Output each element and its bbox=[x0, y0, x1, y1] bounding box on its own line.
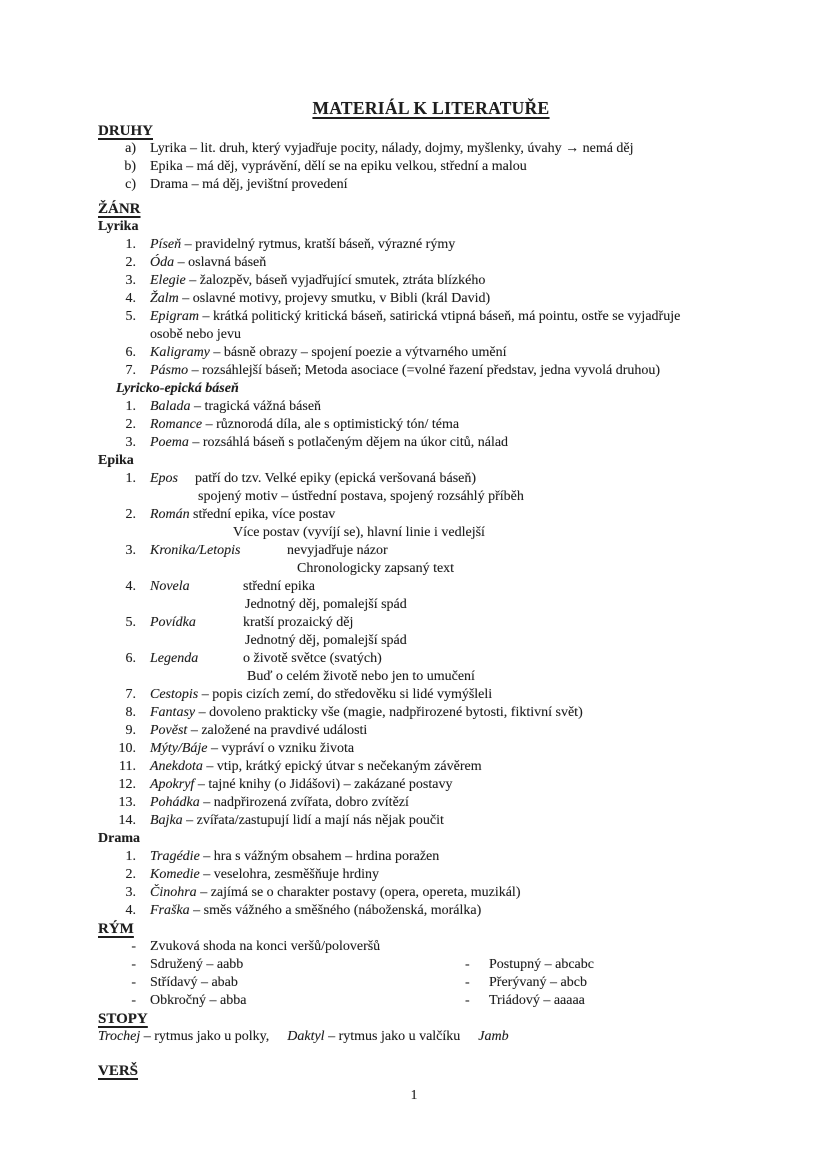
subheading-lyrika: Lyrika bbox=[98, 219, 139, 234]
genre-description: – veselohra, zesměšňuje hrdiny bbox=[199, 867, 379, 882]
list-marker: 5. bbox=[125, 309, 136, 324]
list-marker: b) bbox=[124, 159, 136, 174]
page-title-text: MATERIÁL K LITERATUŘE bbox=[312, 98, 550, 118]
section-heading-stopy bbox=[98, 1010, 764, 1028]
list-text bbox=[150, 398, 764, 416]
rhyme-row-content bbox=[150, 992, 764, 1010]
genre-description: střední epika bbox=[243, 579, 315, 594]
list-text bbox=[150, 650, 764, 686]
genre-description-continued: osobě nebo jevu bbox=[150, 327, 241, 342]
genre-term: Kaligramy bbox=[150, 345, 210, 360]
genre-term: Anekdota bbox=[150, 759, 203, 774]
genre-description: – zvířata/zastupují lidí a mají nás nějak poučit bbox=[182, 813, 444, 828]
list-item bbox=[98, 794, 764, 812]
list-marker: 14. bbox=[118, 813, 136, 828]
section-heading-rym bbox=[98, 920, 764, 938]
list-item bbox=[98, 938, 764, 956]
list-item bbox=[98, 704, 764, 722]
list-text bbox=[150, 470, 764, 506]
foot-description: – rytmus jako u valčíku bbox=[324, 1029, 461, 1044]
foot-term: Trochej bbox=[98, 1029, 141, 1044]
list-text bbox=[150, 362, 764, 380]
list-text bbox=[150, 272, 764, 290]
list-text bbox=[150, 884, 764, 902]
list-text bbox=[150, 686, 764, 704]
rhyme-left: Střídavý – abab bbox=[150, 975, 238, 990]
dash-bullet: - bbox=[465, 975, 470, 990]
list-item bbox=[98, 542, 764, 578]
list-item bbox=[98, 470, 764, 506]
list-marker: 3. bbox=[125, 543, 136, 558]
list-text bbox=[150, 704, 764, 722]
list-text bbox=[150, 542, 764, 578]
genre-description: nevyjadřuje názor bbox=[287, 543, 388, 558]
list-text bbox=[150, 902, 764, 920]
list-item bbox=[98, 158, 764, 176]
list-text bbox=[150, 344, 764, 362]
genre-term: Elegie bbox=[150, 273, 186, 288]
list-item bbox=[98, 614, 764, 650]
list-marker: 2. bbox=[125, 255, 136, 270]
subheading-lyricko-epicka: Lyricko-epická báseň bbox=[116, 381, 239, 396]
list-marker: 1. bbox=[125, 471, 136, 486]
dash-bullet: - bbox=[131, 939, 136, 954]
list-marker: 6. bbox=[125, 345, 136, 360]
genre-description-continued: Chronologicky zapsaný text bbox=[297, 561, 455, 576]
genre-description: – založené na pravdivé události bbox=[187, 723, 368, 738]
foot-term: Daktyl bbox=[287, 1029, 325, 1044]
list-text bbox=[150, 614, 764, 650]
list-item bbox=[98, 740, 764, 758]
subheading-drama: Drama bbox=[98, 831, 140, 846]
genre-term: Novela bbox=[150, 579, 190, 594]
genre-description-continued: Buď o celém životě nebo jen to umučení bbox=[247, 669, 475, 684]
rhyme-right: Postupný – abcabc bbox=[489, 957, 594, 972]
list-marker: 8. bbox=[125, 705, 136, 720]
page-title bbox=[98, 96, 764, 120]
list-text bbox=[150, 416, 764, 434]
list-text bbox=[150, 290, 764, 308]
list-marker: 6. bbox=[125, 651, 136, 666]
list-text bbox=[150, 578, 764, 614]
genre-description: – básně obrazy – spojení poezie a výtvarného umění bbox=[209, 345, 507, 360]
rhyme-right: Triádový – aaaaa bbox=[489, 993, 585, 1008]
genre-term: Román bbox=[150, 507, 190, 522]
genre-description: patří do tzv. Velké epiky (epická veršovaná báseň) bbox=[195, 471, 477, 486]
genre-term: Pohádka bbox=[150, 795, 200, 810]
page-number: 1 bbox=[410, 1087, 418, 1102]
genre-term: Tragédie bbox=[150, 849, 200, 864]
list-text bbox=[150, 254, 764, 272]
dash-bullet: - bbox=[131, 993, 136, 1008]
genre-term: Kronika/Letopis bbox=[150, 543, 241, 558]
list-text: Epika – má děj, vyprávění, dělí se na epiku velkou, střední a malou bbox=[150, 159, 527, 174]
genre-description: – tragická vážná báseň bbox=[190, 399, 322, 414]
section-heading-rym-text: RÝM bbox=[98, 921, 134, 937]
genre-description-continued: Více postav (vyvíjí se), hlavní linie i vedlejší bbox=[233, 525, 485, 540]
list-item bbox=[98, 506, 764, 542]
dash-bullet: - bbox=[131, 957, 136, 972]
list-marker: 1. bbox=[125, 399, 136, 414]
genre-description: – pravidelný rytmus, kratší báseň, výrazné rýmy bbox=[181, 237, 456, 252]
genre-description: – hra s vážným obsahem – hrdina poražen bbox=[199, 849, 440, 864]
rhyme-row bbox=[98, 956, 764, 974]
list-text bbox=[150, 236, 764, 254]
genre-description: – směs vážného a směšného (náboženská, morálka) bbox=[189, 903, 482, 918]
genre-description: – různorodá díla, ale s optimistický tón/ téma bbox=[202, 417, 460, 432]
list-text bbox=[150, 506, 764, 542]
spacer bbox=[98, 1046, 764, 1062]
list-marker: 7. bbox=[125, 687, 136, 702]
section-heading-druhy-text: DRUHY bbox=[98, 123, 153, 139]
genre-term: Činohra bbox=[150, 885, 197, 900]
genre-description: – popis cizích zemí, do středověku si lidé vymýšleli bbox=[198, 687, 493, 702]
list-marker: c) bbox=[125, 177, 136, 192]
subheading-epika: Epika bbox=[98, 453, 134, 468]
genre-description: – rozsáhlejší báseň; Metoda asociace (=volné řazení představ, jedna vyvolá druhou) bbox=[188, 363, 661, 378]
list-item bbox=[98, 344, 764, 362]
list-marker: 4. bbox=[125, 291, 136, 306]
genre-term: Óda bbox=[150, 255, 175, 270]
list-marker: 13. bbox=[118, 795, 136, 810]
list-item bbox=[98, 722, 764, 740]
section-heading-zanr bbox=[98, 200, 764, 218]
list-marker: 1. bbox=[125, 237, 136, 252]
list-item bbox=[98, 902, 764, 920]
list-marker: 3. bbox=[125, 273, 136, 288]
list-item bbox=[98, 290, 764, 308]
rhyme-left: Sdružený – aabb bbox=[150, 957, 244, 972]
genre-description: o životě světce (svatých) bbox=[243, 651, 382, 666]
rhyme-row bbox=[98, 992, 764, 1010]
genre-description: kratší prozaický děj bbox=[243, 615, 354, 630]
list-item bbox=[98, 176, 764, 194]
list-item bbox=[98, 686, 764, 704]
feet-line bbox=[98, 1028, 764, 1046]
genre-term: Píseň bbox=[150, 237, 182, 252]
genre-description: – žalozpěv, báseň vyjadřující smutek, ztráta blízkého bbox=[185, 273, 486, 288]
genre-description: – zajímá se o charakter postavy (opera, opereta, muzikál) bbox=[196, 885, 521, 900]
list-item bbox=[98, 776, 764, 794]
list-item bbox=[98, 434, 764, 452]
genre-term: Komedie bbox=[150, 867, 200, 882]
list-marker: 2. bbox=[125, 417, 136, 432]
dash-bullet: - bbox=[131, 975, 136, 990]
rhyme-intro: Zvuková shoda na konci veršů/poloveršů bbox=[150, 939, 381, 954]
list-text bbox=[150, 308, 764, 344]
list-text bbox=[150, 812, 764, 830]
rhyme-row-content bbox=[150, 974, 764, 992]
genre-term: Cestopis bbox=[150, 687, 199, 702]
genre-description-continued: Jednotný děj, pomalejší spád bbox=[245, 633, 407, 648]
section-heading-vers bbox=[98, 1062, 764, 1080]
list-marker: 4. bbox=[125, 579, 136, 594]
list-text bbox=[150, 794, 764, 812]
list-marker: 2. bbox=[125, 867, 136, 882]
section-heading-zanr-text: ŽÁNR bbox=[98, 201, 141, 217]
list-marker: 11. bbox=[119, 759, 136, 774]
list-item bbox=[98, 398, 764, 416]
list-marker: 9. bbox=[125, 723, 136, 738]
list-item bbox=[98, 416, 764, 434]
list-text bbox=[150, 758, 764, 776]
list-item bbox=[98, 362, 764, 380]
foot-term: Jamb bbox=[478, 1029, 509, 1044]
list-text: Drama – má děj, jevištní provedení bbox=[150, 177, 348, 192]
list-marker: 3. bbox=[125, 885, 136, 900]
list-text bbox=[150, 848, 764, 866]
genre-term: Balada bbox=[150, 399, 191, 414]
genre-term: Poema bbox=[150, 435, 189, 450]
genre-description: – vtip, krátký epický útvar s nečekaným závěrem bbox=[202, 759, 482, 774]
genre-term: Mýty/Báje bbox=[150, 741, 208, 756]
list-item bbox=[98, 758, 764, 776]
rhyme-right: Přerývaný – abcb bbox=[489, 975, 587, 990]
list-text bbox=[150, 434, 764, 452]
list-text bbox=[150, 722, 764, 740]
section-heading-vers-text: VERŠ bbox=[98, 1063, 139, 1079]
genre-description: – nadpřirozená zvířata, dobro zvítězí bbox=[199, 795, 409, 810]
genre-term: Fantasy bbox=[150, 705, 196, 720]
list-item bbox=[98, 578, 764, 614]
list-marker: 7. bbox=[125, 363, 136, 378]
genre-term: Pověst bbox=[150, 723, 188, 738]
genre-description: – tajné knihy (o Jidášovi) – zakázané postavy bbox=[194, 777, 453, 792]
list-text: Lyrika – lit. druh, který vyjadřuje pocity, nálady, dojmy, myšlenky, úvahy → nemá děj bbox=[150, 141, 634, 156]
list-item bbox=[98, 272, 764, 290]
genre-description: – oslavná báseň bbox=[174, 255, 267, 270]
dash-bullet: - bbox=[465, 957, 470, 972]
rhyme-row-content bbox=[150, 956, 764, 974]
list-marker: 3. bbox=[125, 435, 136, 450]
genre-term: Pásmo bbox=[150, 363, 189, 378]
genre-description-continued: Jednotný děj, pomalejší spád bbox=[245, 597, 407, 612]
list-text bbox=[150, 866, 764, 884]
section-heading-stopy-text: STOPY bbox=[98, 1011, 148, 1027]
list-item bbox=[98, 308, 764, 344]
list-marker: 12. bbox=[118, 777, 136, 792]
list-item bbox=[98, 236, 764, 254]
list-marker: 4. bbox=[125, 903, 136, 918]
list-text bbox=[150, 740, 764, 758]
genre-description: – vypráví o vzniku života bbox=[207, 741, 355, 756]
genre-term: Legenda bbox=[150, 651, 199, 666]
list-marker: 5. bbox=[125, 615, 136, 630]
genre-description: – rozsáhlá báseň s potlačeným dějem na úkor citů, nálad bbox=[188, 435, 509, 450]
genre-description: střední epika, více postav bbox=[193, 507, 336, 522]
dash-bullet: - bbox=[465, 993, 470, 1008]
genre-term: Fraška bbox=[150, 903, 190, 918]
list-item bbox=[98, 884, 764, 902]
list-item bbox=[98, 812, 764, 830]
genre-term: Žalm bbox=[150, 291, 179, 306]
list-marker: 2. bbox=[125, 507, 136, 522]
list-text bbox=[150, 776, 764, 794]
list-marker: 10. bbox=[118, 741, 136, 756]
genre-term: Romance bbox=[150, 417, 203, 432]
genre-description: – oslavné motivy, projevy smutku, v Bibli (král David) bbox=[178, 291, 491, 306]
genre-description: – dovoleno prakticky vše (magie, nadpřirozené bytosti, fiktivní svět) bbox=[195, 705, 583, 720]
genre-term: Epos bbox=[150, 471, 178, 486]
genre-term: Bajka bbox=[150, 813, 183, 828]
list-marker: 1. bbox=[125, 849, 136, 864]
genre-term: Apokryf bbox=[150, 777, 195, 792]
genre-term: Povídka bbox=[150, 615, 196, 630]
list-item bbox=[98, 848, 764, 866]
list-item bbox=[98, 650, 764, 686]
rhyme-left: Obkročný – abba bbox=[150, 993, 247, 1008]
foot-description: – rytmus jako u polky, bbox=[140, 1029, 270, 1044]
genre-description-continued: spojený motiv – ústřední postava, spojený rozsáhlý příběh bbox=[198, 489, 524, 504]
list-marker: a) bbox=[125, 141, 136, 156]
section-heading-druhy bbox=[98, 122, 764, 140]
rhyme-row bbox=[98, 974, 764, 992]
genre-term: Epigram bbox=[150, 309, 199, 324]
list-item bbox=[98, 140, 764, 158]
list-item bbox=[98, 866, 764, 884]
list-item bbox=[98, 254, 764, 272]
genre-description: – krátká politický kritická báseň, satirická vtipná báseň, má pointu, ostře se vyjadřuje bbox=[199, 309, 681, 324]
